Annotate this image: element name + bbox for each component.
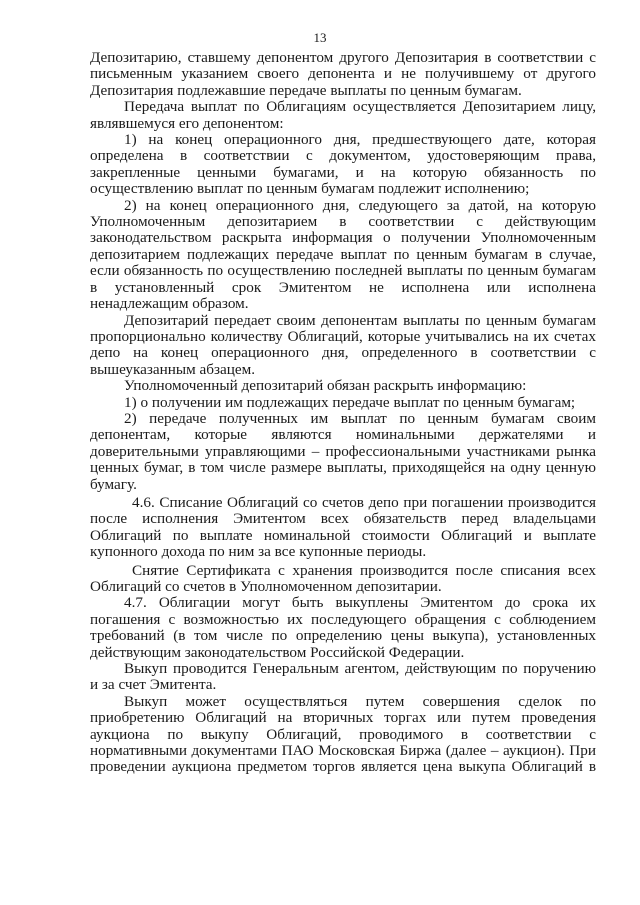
paragraph-disclosure-intro: Уполномоченный депозитарий обязан раскрыть информацию: bbox=[124, 377, 527, 395]
paragraph-section-4-6: 4.6. Списание Облигаций со счетов депо при погашении производится после исполнения Эмитентом всех обязательств перед владельцами Облигаций по выплате номинальной стоимости Облигаций и выплате купонного дохода по ним за все купонные периоды. bbox=[90, 493, 596, 561]
paragraph-certificate-removal: Снятие Сертификата с хранения производится после списания всех Облигаций со счетов в Уполномоченном депозитарии. bbox=[90, 561, 596, 595]
document-body bbox=[90, 50, 596, 776]
paragraph-disclosure-2: 2) передаче полученных им выплат по ценным бумагам своим депонентам, которые являются номинальными держателями и доверительными управляющими – профессиональными участниками рынка ценных бумаг, в том числе размере выплаты, приходящейся на одну ценную бумагу. bbox=[90, 409, 596, 493]
paragraph-payment-transfer: Передача выплат по Облигациям осуществляется Депозитарием лицу, являвшемуся его депонентом: bbox=[90, 98, 596, 132]
paragraph-continuation: Депозитарию, ставшему депонентом другого Депозитария в соответствии с письменным указанием своего депонента и не получившему от другого Депозитария подлежавшие передаче выплаты по ценным бумагам. bbox=[90, 49, 596, 99]
paragraph-condition-2: 2) на конец операционного дня, следующего за датой, на которую Уполномоченным депозитарием в соответствии с действующим законодательством раскрыта информация о получении Уполномоченным депозитарием подлежащих передаче выплат по ценным бумагам в случае, если обязанность по осуществлению последней выплаты по ценным бумагам в установленный срок Эмитентом не исполнена или исполнена ненадлежащим образом. bbox=[90, 196, 596, 313]
paragraph-buyback-method: Выкуп может осуществляться путем совершения сделок по приобретению Облигаций на вторичных торгах или путем проведения аукциона по выкупу Облигаций, проводимого в соответствии с нормативными документами ПАО Московская Биржа (далее – аукцион). При проведении аукциона предметом торгов является цена выкупа Облигаций в bbox=[90, 692, 596, 776]
paragraph-general-agent: Выкуп проводится Генеральным агентом, действующим по поручению и за счет Эмитента. bbox=[90, 660, 596, 694]
paragraph-disclosure-1: 1) о получении им подлежащих передаче выплат по ценным бумагам; bbox=[124, 393, 576, 411]
page-number: 13 bbox=[313, 30, 327, 45]
paragraph-proportional-distribution: Депозитарий передает своим депонентам выплаты по ценным бумагам пропорционально количеству Облигаций, которые учитывались на их счетах депо на конец операционного дня, определенного в соответствии с вышеуказанным абзацем. bbox=[90, 311, 596, 378]
paragraph-section-4-7: 4.7. Облигации могут быть выкуплены Эмитентом до срока их погашения с возможностью их последующего обращения с соблюдением требований (в том числе по определению цены выкупа), установленных действующим законодательством Российской Федерации. bbox=[90, 594, 596, 661]
paragraph-condition-1: 1) на конец операционного дня, предшествующего дате, которая определена в соответствии с документом, удостоверяющим права, закрепленные ценными бумагами, и на которую обязанность по осуществлению выплат по ценным бумагам подлежит исполнению; bbox=[90, 131, 596, 198]
